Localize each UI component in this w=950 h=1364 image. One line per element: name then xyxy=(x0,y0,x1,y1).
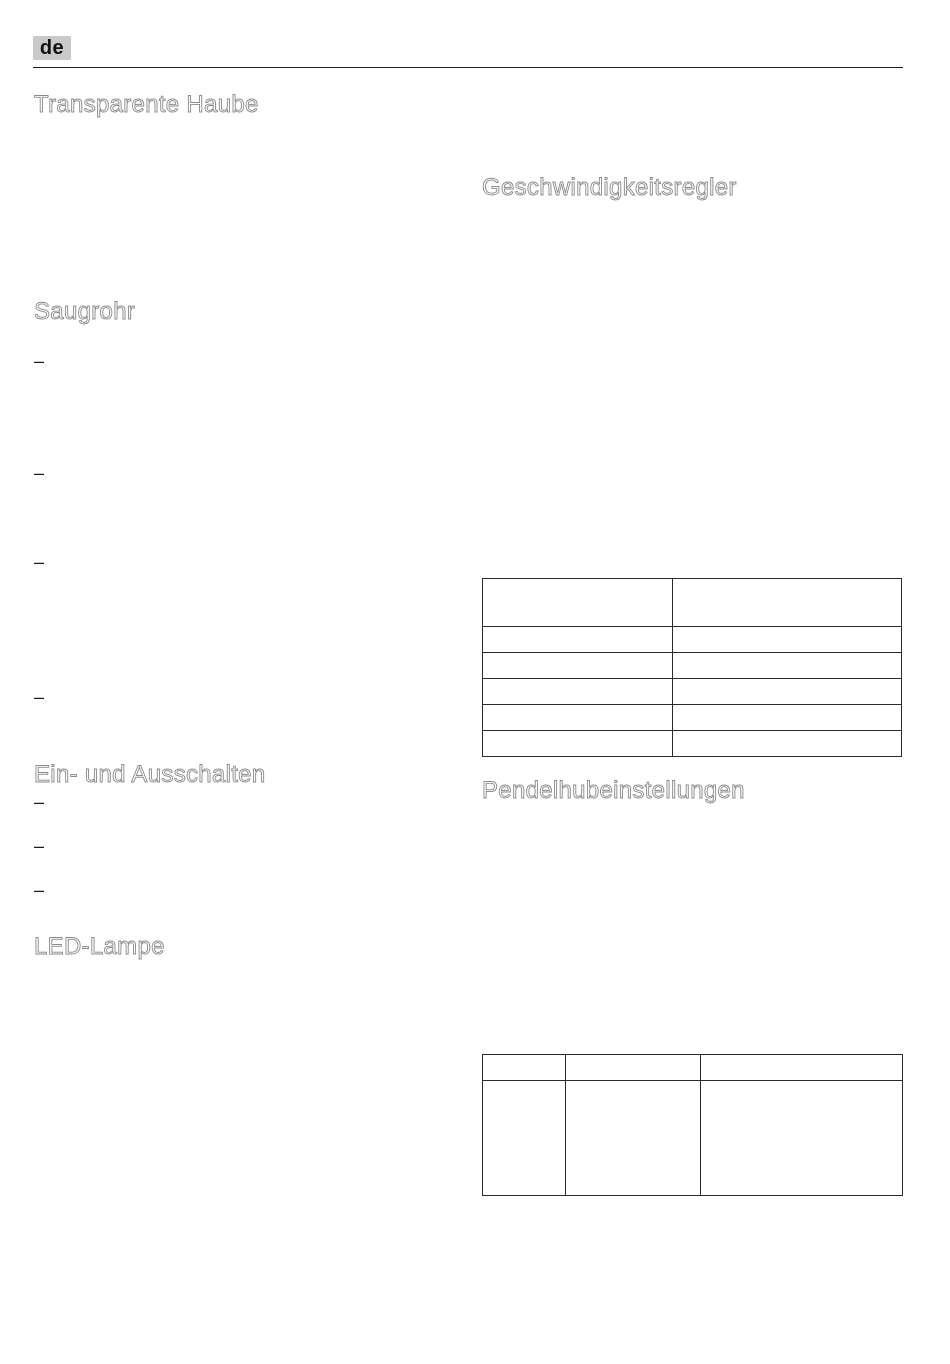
table-cell xyxy=(483,705,673,731)
language-badge: de xyxy=(33,36,71,60)
list-bullet: – xyxy=(34,880,45,900)
list-bullet: – xyxy=(34,552,45,572)
speed-table xyxy=(482,578,902,757)
table-header-row xyxy=(483,579,902,627)
table-row xyxy=(483,731,902,757)
table-cell xyxy=(483,1055,566,1081)
header-divider xyxy=(33,67,903,68)
table-cell xyxy=(566,1081,701,1196)
table-cell xyxy=(673,731,902,757)
list-bullet: – xyxy=(34,836,45,856)
list-bullet: – xyxy=(34,792,45,812)
list-bullet: – xyxy=(34,463,45,483)
table-row xyxy=(483,1081,903,1196)
table-cell xyxy=(673,679,902,705)
table-row xyxy=(483,627,902,653)
table-header-row xyxy=(483,1055,903,1081)
table-cell xyxy=(701,1081,903,1196)
table-cell xyxy=(673,579,902,627)
table-cell xyxy=(483,731,673,757)
table-cell xyxy=(483,627,673,653)
table-cell xyxy=(483,1081,566,1196)
table-row xyxy=(483,653,902,679)
table-row xyxy=(483,705,902,731)
table-cell xyxy=(483,579,673,627)
list-bullet: – xyxy=(34,351,45,371)
table-cell xyxy=(566,1055,701,1081)
heading-pendulum-settings: Pendelhubeinstellungen xyxy=(482,777,745,804)
heading-transparent-hood: Transparente Haube xyxy=(34,91,259,118)
table-cell xyxy=(673,627,902,653)
pendulum-table xyxy=(482,1054,903,1196)
heading-speed-controller: Geschwindigkeitsregler xyxy=(482,174,737,201)
table-cell xyxy=(483,653,673,679)
table-row xyxy=(483,679,902,705)
table-cell xyxy=(483,679,673,705)
list-bullet: – xyxy=(34,687,45,707)
heading-suction-tube: Saugrohr xyxy=(34,298,136,325)
table-cell xyxy=(701,1055,903,1081)
table-cell xyxy=(673,705,902,731)
heading-led-lamp: LED-Lampe xyxy=(34,933,165,960)
heading-on-off: Ein- und Ausschalten xyxy=(34,761,266,788)
table-cell xyxy=(673,653,902,679)
